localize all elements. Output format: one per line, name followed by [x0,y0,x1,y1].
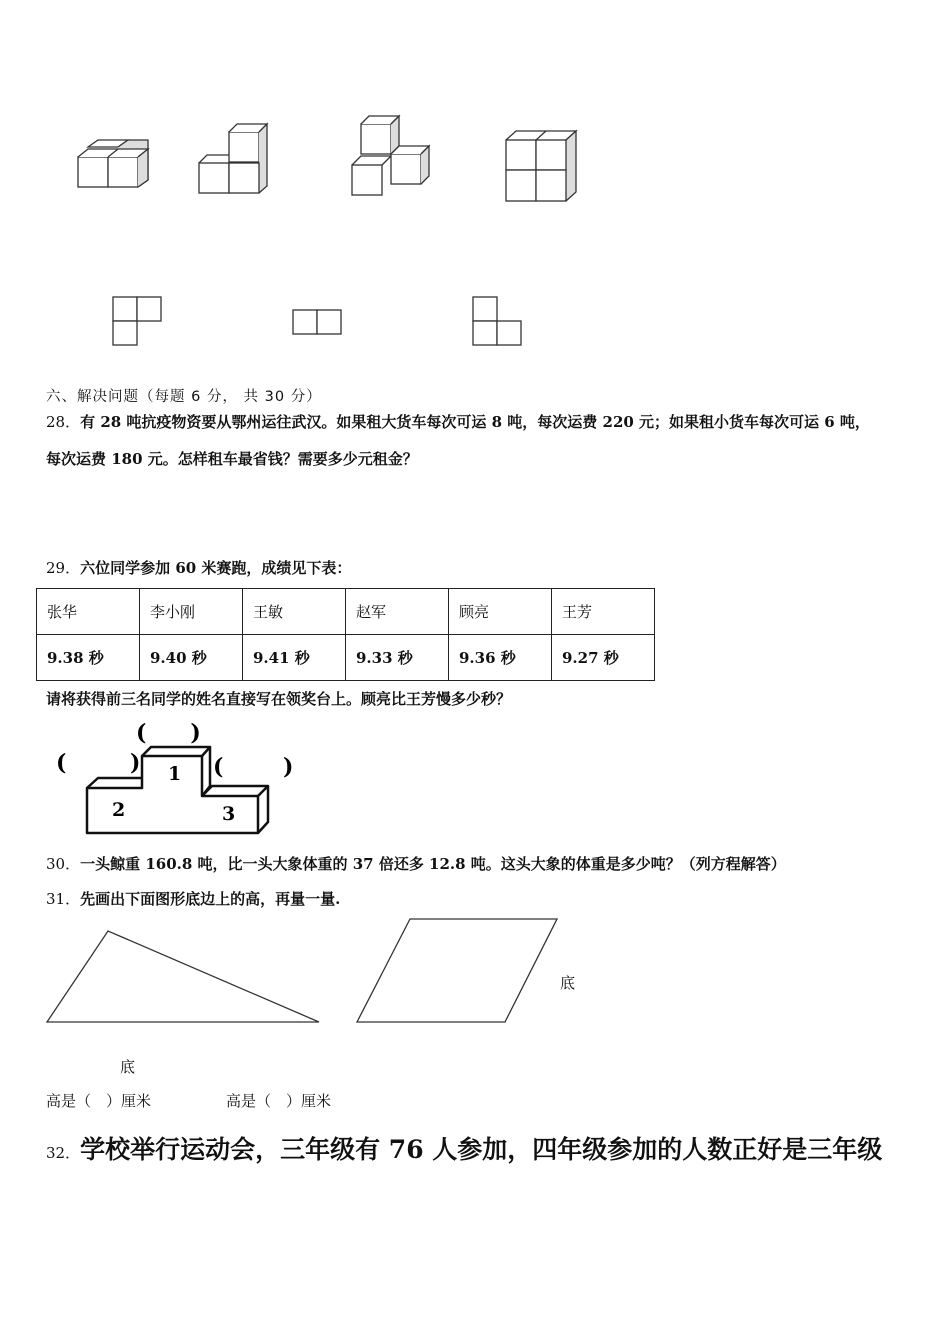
table-cell-name: 王芳 [552,589,655,635]
podium-place-2: 2 [112,799,126,821]
cube-figure-2 [190,118,275,203]
question-31 [46,888,340,909]
table-row [37,589,655,635]
question-text: 一头鲸重 160.8 吨，比一头大象体重的 37 倍还多 12.8 吨。这头大象的体重是多少吨？（列方程解答） [80,855,786,873]
race-results-table [36,588,655,681]
question-text-line1: 有 28 吨抗疫物资要从鄂州运往武汉。如果租大货车每次可运 8 吨，每次运费 220 元；如果租小货车每次可运 6 吨， [80,413,870,431]
question-29 [46,557,351,578]
table-cell-time: 9.36 秒 [449,635,552,681]
podium-blank-top: ( ) [136,720,201,746]
table-cell-time: 9.38 秒 [37,635,140,681]
parallelogram-figure [350,912,565,1027]
table-cell-name: 顾亮 [449,589,552,635]
view-figure-2 [290,307,345,337]
podium-place-1: 1 [168,763,182,785]
question-29-prompt: 请将获得前三名同学的姓名直接写在领奖台上。顾亮比王芳慢多少秒？ [46,690,512,708]
table-cell-name: 张华 [37,589,140,635]
table-cell-time: 9.41 秒 [243,635,346,681]
question-30 [46,853,786,874]
podium-blank-left-close: ) [130,750,141,776]
view-figure-3 [470,294,525,349]
table-cell-time: 9.27 秒 [552,635,655,681]
table-cell-name: 王敏 [243,589,346,635]
table-row [37,635,655,681]
question-28-line2: 每次运费 180 元。怎样租车最省钱？需要多少元租金？ [46,450,418,468]
parallelogram-height-answer: 高是（ ）厘米 [226,1092,332,1110]
cube-figure-4 [498,124,583,206]
question-text: 学校举行运动会，三年级有 76 人参加，四年级参加的人数正好是三年级 [80,1135,883,1164]
triangle-figure [40,925,330,1030]
podium-blank-right-close: ) [283,754,294,780]
triangle-height-answer: 高是（ ）厘米 [46,1092,152,1110]
table-cell-time: 9.33 秒 [346,635,449,681]
question-32 [46,1130,882,1166]
question-text: 六位同学参加 60 米赛跑，成绩见下表： [80,559,352,577]
question-number: 29． [46,559,81,577]
cube-figure-1 [70,135,160,200]
triangle-base-label: 底 [120,1058,136,1076]
question-28 [46,411,870,432]
view-figure-1 [110,294,165,349]
table-cell-name: 李小刚 [140,589,243,635]
question-number: 31． [46,890,81,908]
section-title: 六、解决问题（每题 6 分， 共 30 分） [46,389,322,405]
podium-blank-right-open: ( [213,754,224,780]
table-cell-name: 赵军 [346,589,449,635]
podium-figure [50,716,310,841]
podium-blank-left-open: ( [56,750,67,776]
question-number: 28． [46,413,81,431]
question-number: 30． [46,855,81,873]
question-text: 先画出下面图形底边上的高，再量一量. [80,890,341,908]
cube-figure-3 [343,110,438,205]
question-number: 32． [46,1144,81,1162]
table-cell-time: 9.40 秒 [140,635,243,681]
podium-place-3: 3 [222,803,236,825]
parallelogram-base-label: 底 [560,974,576,992]
